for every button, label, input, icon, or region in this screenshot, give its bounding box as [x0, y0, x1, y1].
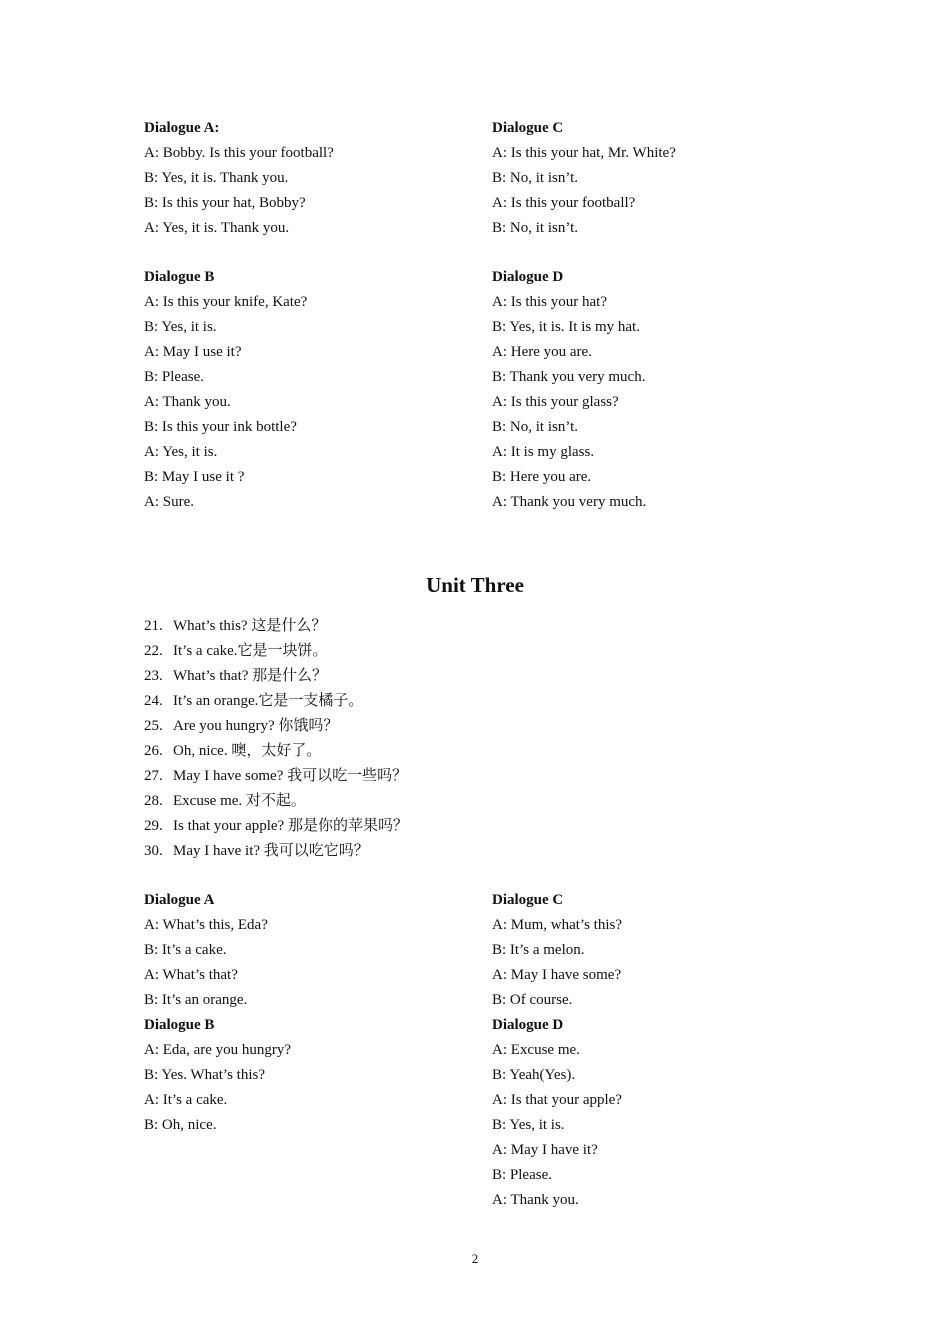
dialogue-line: B: Please. — [144, 369, 204, 385]
sentence-list — [144, 614, 644, 864]
dialogue-line: A: Is that your apple? — [492, 1092, 622, 1108]
sentence-item — [144, 789, 644, 814]
sentence-number: 29. — [144, 818, 163, 834]
dialogue-line: A: Thank you. — [492, 1192, 579, 1208]
dialogue-line: A: Is this your hat, Mr. White? — [492, 145, 676, 161]
dialogue-line: A: Is this your football? — [492, 195, 636, 211]
dialogue-line: B: It’s a cake. — [144, 942, 227, 958]
sentence-text: May I have some? 我可以吃一些吗？ — [173, 768, 408, 784]
sentence-number: 22. — [144, 643, 163, 659]
dialogue-line: A: It’s a cake. — [144, 1092, 228, 1108]
sentence-number: 24. — [144, 693, 163, 709]
page-number: 2 — [471, 1251, 479, 1266]
dialogue-line: A: May I use it? — [144, 344, 242, 360]
sentence-number: 26. — [144, 743, 163, 759]
sentence-text: It’s an orange.它是一支橘子。 — [173, 693, 364, 709]
dialogue-line: B: Yes, it is. — [144, 319, 217, 335]
dialogue-line: B: Please. — [492, 1167, 552, 1183]
sentence-text: Excuse me. 对不起。 — [173, 793, 306, 809]
dialogue-line: A: Bobby. Is this your football? — [144, 145, 334, 161]
dialogue-line: B: No, it isn’t. — [492, 419, 578, 435]
sentence-text: What’s this? 这是什么？ — [173, 618, 327, 634]
dialogue-line: B: Yes, it is. — [492, 1117, 565, 1133]
unit3-dialogues-right — [492, 888, 822, 1213]
dialogue-line: B: May I use it ? — [144, 469, 245, 485]
dialogue-line: A: May I have some? — [492, 967, 622, 983]
dialogue-line: B: Yes, it is. Thank you. — [144, 170, 289, 186]
dialogue-line: A: Eda, are you hungry? — [144, 1042, 292, 1058]
dialogue-line: A: Yes, it is. — [144, 444, 218, 460]
dialogue-line: B: Is this your ink bottle? — [144, 419, 297, 435]
sentence-text: May I have it? 我可以吃它吗？ — [173, 843, 369, 859]
sentence-item — [144, 739, 644, 764]
dialogue-line: A: What’s that? — [144, 967, 238, 983]
sentence-text: Is that your apple? 那是你的苹果吗？ — [173, 818, 408, 834]
sentence-item — [144, 764, 644, 789]
sentence-text: Oh, nice. 噢，太好了。 — [173, 743, 322, 759]
dialogue-line: A: It is my glass. — [492, 444, 595, 460]
dialogue-title: Dialogue C — [492, 892, 564, 908]
sentence-item — [144, 664, 644, 689]
unit3-dialogues-left — [144, 888, 474, 1138]
dialogue-line: B: Oh, nice. — [144, 1117, 217, 1133]
dialogue-line: A: Sure. — [144, 494, 194, 510]
dialogue-line: A: Mum, what’s this? — [492, 917, 622, 933]
sentence-text: What’s that? 那是什么？ — [173, 668, 328, 684]
dialogue-line: B: Thank you very much. — [492, 369, 646, 385]
dialogue-line: B: Yes. What’s this? — [144, 1067, 265, 1083]
unit-title: Unit Three — [426, 573, 524, 597]
dialogue-line: A: May I have it? — [492, 1142, 598, 1158]
dialogue-line: B: No, it isn’t. — [492, 220, 578, 236]
dialogue-title: Dialogue C — [492, 120, 564, 136]
dialogue-line: B: Of course. — [492, 992, 573, 1008]
dialogue-title: Dialogue A: — [144, 120, 220, 136]
sentence-number: 28. — [144, 793, 163, 809]
sentence-text: It’s a cake.它是一块饼。 — [173, 643, 328, 659]
dialogue-line: A: Is this your hat? — [492, 294, 607, 310]
dialogue-title: Dialogue B — [144, 1017, 215, 1033]
dialogue-title: Dialogue B — [144, 269, 215, 285]
dialogue-line: A: Yes, it is. Thank you. — [144, 220, 290, 236]
dialogue-line: B: Here you are. — [492, 469, 592, 485]
dialogue-line: A: What’s this, Eda? — [144, 917, 268, 933]
sentence-number: 30. — [144, 843, 163, 859]
dialogue-line: A: Excuse me. — [492, 1042, 580, 1058]
sentence-text: Are you hungry? 你饿吗？ — [173, 718, 339, 734]
sentence-item — [144, 639, 644, 664]
dialogue-line: B: It’s a melon. — [492, 942, 585, 958]
dialogue-line: A: Here you are. — [492, 344, 592, 360]
dialogue-d — [492, 265, 822, 515]
dialogue-line: B: No, it isn’t. — [492, 170, 578, 186]
dialogue-title: Dialogue D — [492, 269, 564, 285]
dialogue-line: B: Yes, it is. It is my hat. — [492, 319, 640, 335]
dialogue-line: B: Is this your hat, Bobby? — [144, 195, 306, 211]
sentence-number: 27. — [144, 768, 163, 784]
dialogue-c — [492, 116, 822, 241]
sentence-item — [144, 814, 644, 839]
dialogue-line: B: Yeah(Yes). — [492, 1067, 576, 1083]
dialogue-b — [144, 265, 474, 515]
sentence-number: 23. — [144, 668, 163, 684]
sentence-item — [144, 839, 644, 864]
dialogue-a — [144, 116, 474, 241]
dialogue-line: A: Thank you. — [144, 394, 231, 410]
sentence-item — [144, 714, 644, 739]
sentence-item — [144, 689, 644, 714]
dialogue-title: Dialogue A — [144, 892, 215, 908]
sentence-item — [144, 614, 644, 639]
dialogue-line: B: It’s an orange. — [144, 992, 248, 1008]
sentence-number: 21. — [144, 618, 163, 634]
dialogue-line: A: Is this your knife, Kate? — [144, 294, 308, 310]
dialogue-line: A: Is this your glass? — [492, 394, 619, 410]
sentence-number: 25. — [144, 718, 163, 734]
dialogue-title: Dialogue D — [492, 1017, 564, 1033]
dialogue-line: A: Thank you very much. — [492, 494, 647, 510]
